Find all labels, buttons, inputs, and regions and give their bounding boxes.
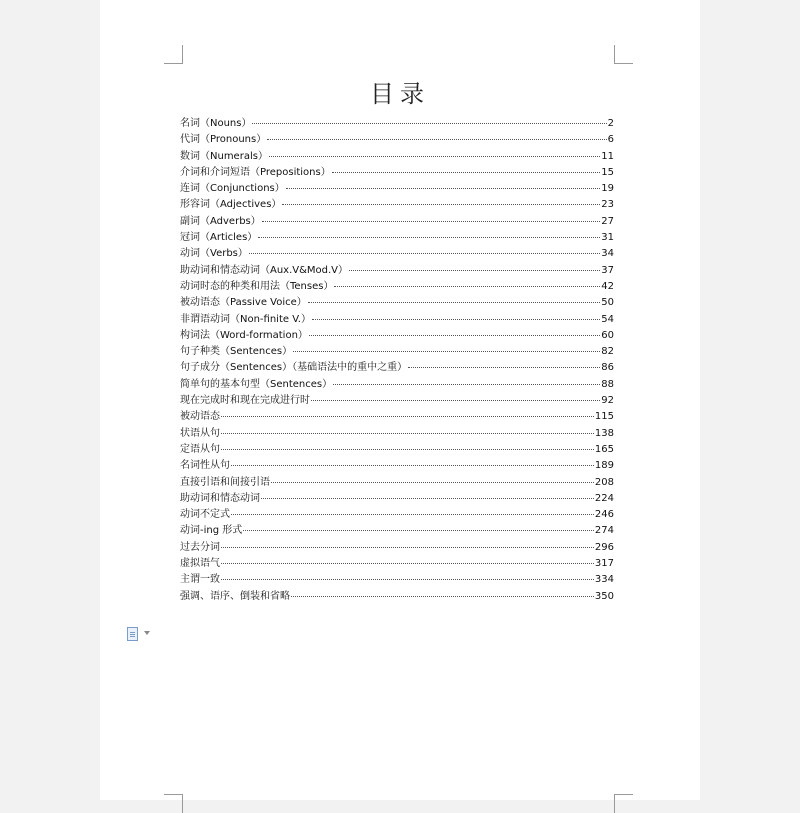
toc-entry[interactable] [180,261,614,277]
toc-leader-dots [308,302,600,303]
toc-entry-label: 连词（Conjunctions） [180,183,285,195]
toc-entry[interactable] [180,440,614,456]
toc-entry[interactable] [180,489,614,505]
toc-leader-dots [332,172,601,173]
toc-entry-page: 27 [601,215,614,227]
toc-entry-label: 动词（Verbs） [180,248,248,260]
toc-entry[interactable] [180,163,614,179]
toc-entry[interactable] [180,147,614,163]
toc-entry-page: 165 [594,443,614,455]
toc-leader-dots [334,286,600,287]
toc-entry-page: 2 [607,118,614,129]
toc-leader-dots [271,482,594,483]
toc-entry[interactable] [180,228,614,244]
toc-entry-page: 334 [594,574,614,586]
toc-entry-label: 被动语态（Passive Voice） [180,297,307,309]
toc-entry[interactable] [180,424,614,440]
toc-leader-dots [311,400,600,401]
toc-entry-page: 42 [601,280,614,292]
toc-leader-dots [291,596,594,597]
toc-leader-dots [221,449,594,450]
toc-entry-label: 形容词（Adjectives） [180,199,282,211]
toc-entry[interactable] [180,375,614,391]
toc-entry-label: 句子种类（Sentences） [180,346,293,358]
toc-entry[interactable] [180,244,614,260]
toc-entry-page: 224 [594,492,614,504]
toc-entry-page: 208 [594,476,614,488]
toc-entry[interactable] [180,456,614,472]
toc-leader-dots [267,139,606,140]
toc-entry-page: 19 [601,183,614,195]
toc-entry-page: 31 [601,232,614,244]
toc-entry[interactable] [180,358,614,374]
corner-mark-top-right [614,45,633,64]
toc-entry-page: 54 [601,313,614,325]
toc-leader-dots [258,237,600,238]
toc-entry-label: 名词（Nouns） [180,118,252,129]
toc-leader-dots [221,547,594,548]
toc-entry-label: 被动语态 [180,411,220,423]
toc-entry-label: 非谓语动词（Non-finite V.） [180,313,311,325]
toc-entry[interactable] [180,179,614,195]
toc-entry[interactable] [180,570,614,586]
toc-leader-dots [262,221,601,222]
toc-entry-page: 11 [601,150,614,162]
toc-entry-label: 直接引语和间接引语 [180,476,270,488]
toc-entry-label: 副词（Adverbs） [180,215,261,227]
toc-entry-page: 350 [594,590,614,602]
corner-mark-bottom-left [164,794,183,813]
toc-entry-page: 274 [594,525,614,537]
toc-entry-page: 317 [594,558,614,570]
toc-entry-page: 60 [601,329,614,341]
corner-mark-bottom-right [614,794,633,813]
toc-entry-page: 115 [594,411,614,423]
toc-entry-page: 138 [594,427,614,439]
toc-entry-label: 数词（Numerals） [180,150,268,162]
toc-entry[interactable] [180,342,614,358]
toc-leader-dots [286,188,601,189]
toc-entry-label: 状语从句 [180,427,220,439]
toc-entry-label: 动词-ing 形式 [180,525,243,537]
toc-leader-dots [349,270,600,271]
toc-leader-dots [249,253,600,254]
chevron-down-icon[interactable] [144,631,150,635]
toc-entry[interactable] [180,391,614,407]
table-of-contents [180,114,614,603]
toc-leader-dots [333,384,600,385]
toc-entry-label: 定语从句 [180,443,220,455]
toc-entry-page: 34 [601,248,614,260]
toc-entry-page: 88 [601,378,614,390]
toc-entry[interactable] [180,212,614,228]
toc-leader-dots [221,433,594,434]
toc-entry[interactable] [180,114,614,130]
toc-title: 目录 [370,80,430,108]
toc-entry-page: 15 [601,166,614,178]
corner-mark-top-left [164,45,183,64]
toc-entry-page: 82 [601,346,614,358]
toc-leader-dots [282,204,600,205]
toc-entry[interactable] [180,538,614,554]
toc-entry[interactable] [180,473,614,489]
toc-entry-label: 虚拟语气 [180,558,220,570]
toc-entry[interactable] [180,195,614,211]
toc-entry[interactable] [180,587,614,603]
paste-options-icon[interactable] [127,627,138,641]
toc-entry-label: 现在完成时和现在完成进行时 [180,395,310,407]
toc-entry-page: 23 [601,199,614,211]
toc-entry-page: 189 [594,460,614,472]
toc-entry[interactable] [180,554,614,570]
toc-leader-dots [312,319,600,320]
toc-leader-dots [221,563,594,564]
toc-entry-label: 句子成分（Sentences）（基础语法中的重中之重） [180,362,408,374]
toc-entry-page: 246 [594,509,614,521]
toc-entry[interactable] [180,326,614,342]
toc-entry-label: 助动词和情态动词（Aux.V&Mod.V） [180,264,349,276]
toc-leader-dots [269,156,600,157]
toc-leader-dots [231,465,594,466]
toc-entry-label: 强调、语序、倒装和省略 [180,590,290,602]
toc-leader-dots [261,498,594,499]
toc-entry-label: 简单句的基本句型（Sentences） [180,378,333,390]
toc-leader-dots [243,530,594,531]
toc-entry-page: 37 [601,264,614,276]
document-page [100,0,700,800]
toc-entry-label: 动词不定式 [180,509,230,521]
toc-leader-dots [309,335,600,336]
toc-entry-label: 过去分词 [180,541,220,553]
toc-leader-dots [221,579,594,580]
toc-entry[interactable] [180,130,614,146]
toc-entry-page: 296 [594,541,614,553]
toc-entry-page: 6 [607,134,614,146]
toc-leader-dots [252,123,606,124]
toc-entry-label: 动词时态的种类和用法（Tenses） [180,280,334,292]
toc-entry-label: 冠词（Articles） [180,232,258,244]
toc-entry-label: 代词（Pronouns） [180,134,267,146]
toc-leader-dots [408,367,600,368]
toc-entry[interactable] [180,505,614,521]
toc-entry-label: 助动词和情态动词 [180,492,260,504]
toc-entry-page: 86 [601,362,614,374]
toc-entry[interactable] [180,310,614,326]
toc-leader-dots [231,514,594,515]
toc-entry[interactable] [180,407,614,423]
toc-entry-label: 构词法（Word-formation） [180,329,308,341]
toc-entry-page: 50 [601,297,614,309]
toc-leader-dots [293,351,600,352]
toc-entry-label: 介词和介词短语（Prepositions） [180,166,331,178]
toc-entry-page: 92 [601,395,614,407]
toc-leader-dots [221,416,594,417]
toc-entry[interactable] [180,277,614,293]
toc-entry[interactable] [180,293,614,309]
toc-entry-label: 名词性从句 [180,460,230,472]
toc-entry[interactable] [180,521,614,537]
toc-entry-label: 主谓一致 [180,574,220,586]
